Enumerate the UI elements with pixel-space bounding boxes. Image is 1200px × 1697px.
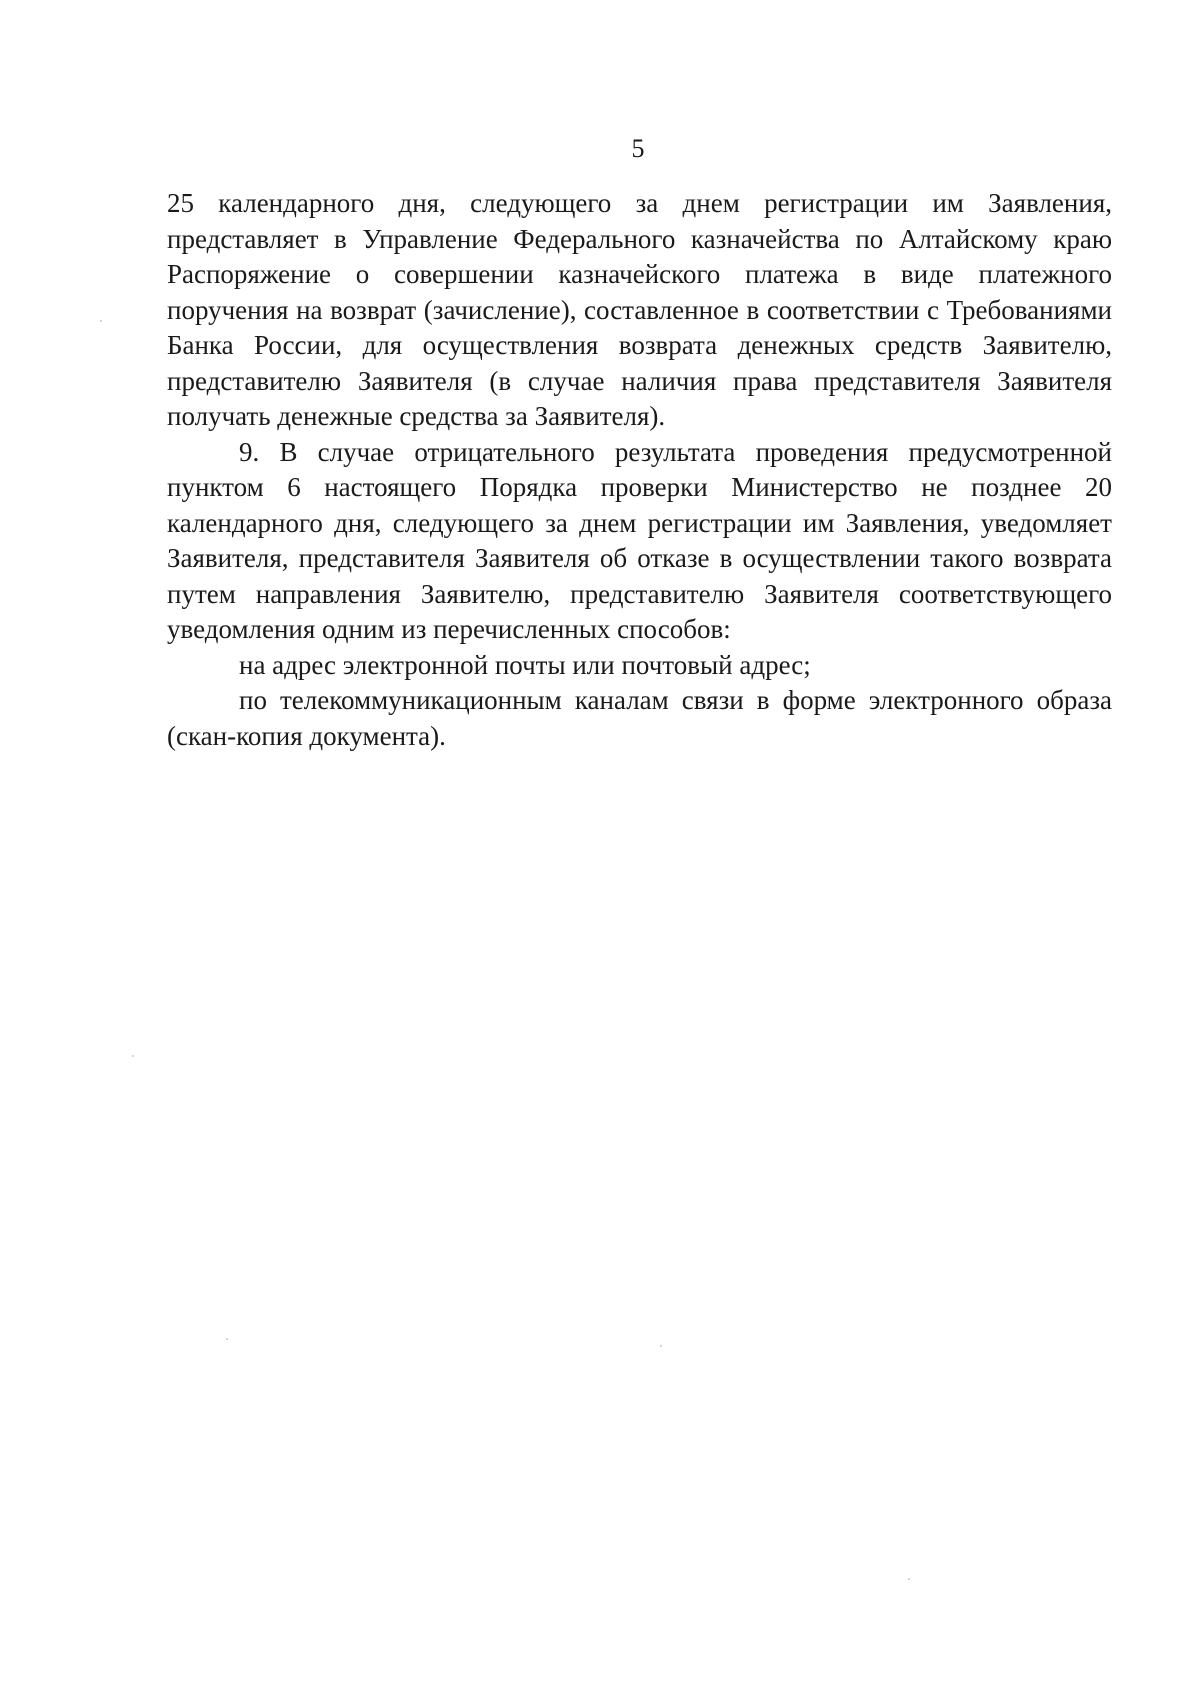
scan-speck	[100, 320, 102, 322]
scan-speck	[226, 1338, 228, 1340]
paragraph-method-email: на адрес электронной почты или почтовый адрес;	[239, 649, 811, 680]
paragraph-continuation: 25 календарного дня, следующего за днем регистрации им Заявления, представляет в Управление Федерального казначейства по Алтайскому краю Распоряжение о совершении казначейского платежа в виде платежного поручения на возврат (зачисление), составленное в соответствии с Требованиями Банка России, для осуществления возврата денежных средств Заявителю, представителю Заявителя (в случае наличия права представителя Заявителя получать денежные средства за Заявителя).	[167, 188, 1112, 431]
paragraph-method-telecom: по телекоммуникационным каналам связи в форме электронного образа (скан-копия документа).	[167, 685, 1112, 751]
page-number: 5	[631, 134, 645, 163]
document-body	[167, 186, 1112, 754]
scan-speck	[132, 1055, 134, 1057]
scan-speck	[660, 1345, 662, 1347]
scan-speck	[908, 1578, 910, 1580]
paragraph-item-9: 9. В случае отрицательного результата проведения предусмотренной пунктом 6 настоящего Порядка проверки Министерство не позднее 20 календарного дня, следующего за днем регистрации им Заявления, уведомляет Заявителя, представителя Заявителя об отказе в осуществлении такого возврата путем направления Заявителю, представителю Заявителя соответствующего уведомления одним из перечисленных способов:	[167, 436, 1112, 644]
